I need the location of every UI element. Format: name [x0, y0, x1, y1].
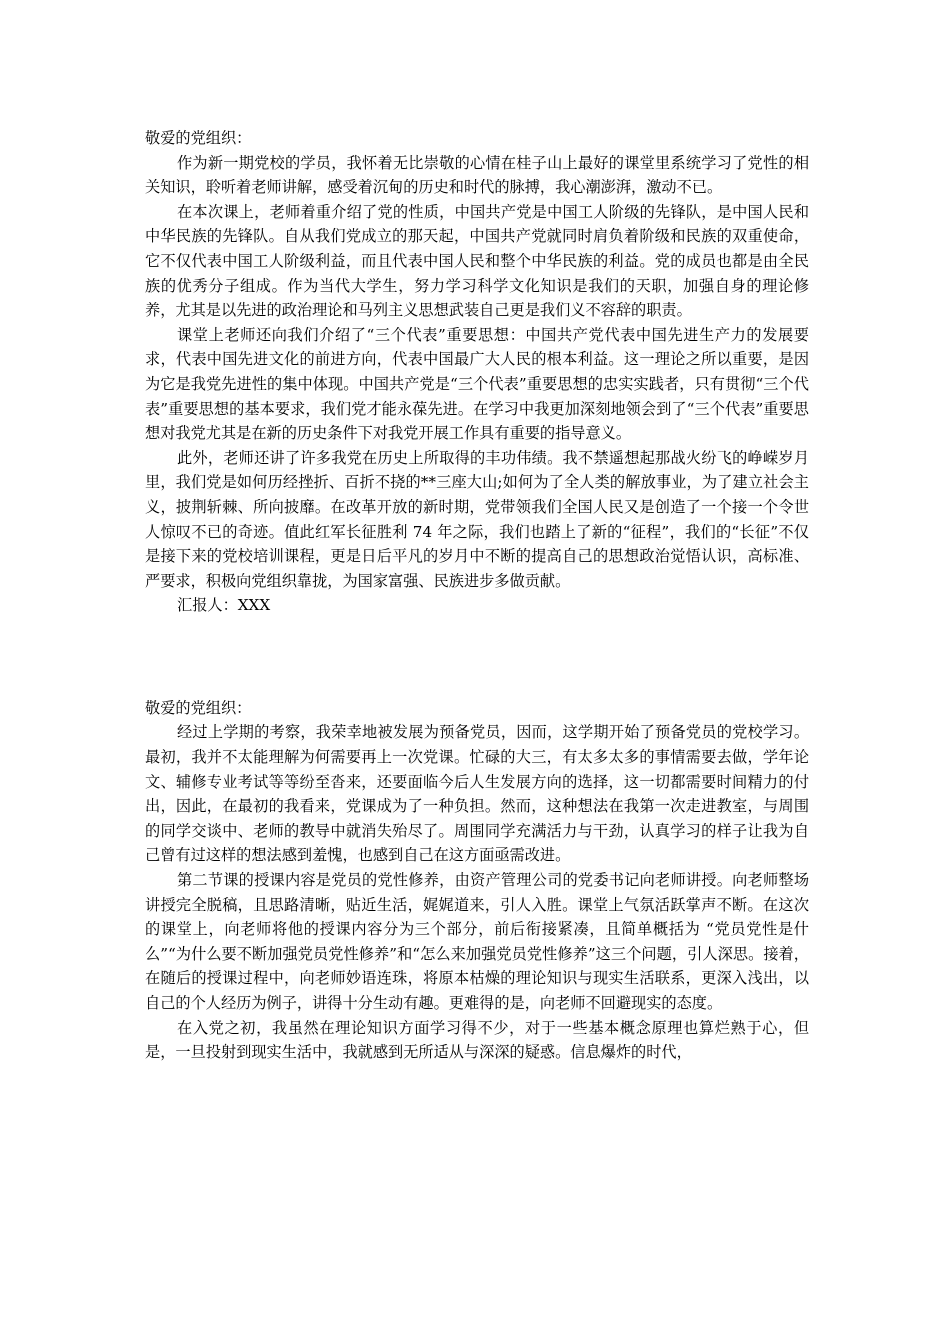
paragraph: 第二节课的授课内容是党员的党性修养，由资产管理公司的党委书记向老师讲授。向老师整场讲授完全脱稿，且思路清晰，贴近生活，娓娓道来，引人入胜。课堂上气氛活跃掌声不断。在这次的课堂上，向老师将他的授课内容分为三个部分，前后衔接紧凑，且简单概括为 “党员党性是什么”“为什么要不断加强党员党性修养”和“怎么来加强党员党性修养”这三个问题，引人深思。接着，在随后的授课过程中，向老师妙语连珠，将原本枯燥的理论知识与现实生活联系，更深入浅出，以自己的个人经历为例子，讲得十分生动有趣。更难得的是，向老师不回避现实的态度。 — [145, 871, 809, 1012]
report-letter-2 — [145, 696, 809, 1065]
document-page — [145, 126, 809, 1065]
salutation: 敬爱的党组织： — [145, 698, 252, 717]
paragraph: 此外，老师还讲了许多我党在历史上所取得的丰功伟绩。我不禁遥想起那战火纷飞的峥嵘岁月里，我们党是如何历经挫折、百折不挠的**三座大山;如何为了全人类的解放事业，为了建立社会主义，披荆斩棘、所向披靡。在改革开放的新时期，党带领我们全国人民又是创造了一个接一个令世人惊叹不已的奇迹。值此红军长征胜利 74 年之际，我们也踏上了新的“征程”，我们的“长征”不仅是接下来的党校培训课程，更是日后平凡的岁月中不断的提高自己的思想政治觉悟认识，高标准、严要求，积极向党组织靠拢，为国家富强、民族进步多做贡献。 — [145, 448, 809, 590]
paragraph: 在本次课上，老师着重介绍了党的性质，中国共产党是中国工人阶级的先锋队，是中国人民和中华民族的先锋队。自从我们党成立的那天起，中国共产党就同时肩负着阶级和民族的双重使命，它不仅代表中国工人阶级利益，而且代表中国人民和整个中华民族的利益。党的成员也都是由全民族的优秀分子组成。作为当代大学生，努力学习科学文化知识是我们的天职，加强自身的理论修养，尤其是以先进的政治理论和马列主义思想武装自己更是我们义不容辞的职责。 — [145, 202, 809, 320]
paragraph: 在入党之初，我虽然在理论知识方面学习得不少，对于一些基本概念原理也算烂熟于心，但是，一旦投射到现实生活中，我就感到无所适从与深深的疑惑。信息爆炸的时代， — [145, 1018, 809, 1062]
signature: 汇报人：XXX — [177, 596, 271, 615]
paragraph: 作为新一期党校的学员，我怀着无比崇敬的心情在桂子山上最好的课堂里系统学习了党性的相关知识，聆听着老师讲解，感受着沉甸的历史和时代的脉搏，我心潮澎湃，激动不已。 — [145, 153, 809, 197]
salutation: 敬爱的党组织： — [145, 129, 252, 147]
section-spacer — [145, 618, 809, 696]
paragraph: 经过上学期的考察，我荣幸地被发展为预备党员，因而，这学期开始了预备党员的党校学习。最初，我并不太能理解为何需要再上一次党课。忙碌的大三，有太多太多的事情需要去做，学年论文、辅修专业考试等等纷至沓来，还要面临今后人生发展方向的选择，这一切都需要时间精力的付出，因此，在最初的我看来，党课成为了一种负担。然而，这种想法在我第一次走进教室，与周围的同学交谈中、老师的教导中就消失殆尽了。周围同学充满活力与干劲，认真学习的样子让我为自己曾有过这样的想法感到羞愧，也感到自己在这方面亟需改进。 — [145, 723, 809, 865]
paragraph: 课堂上老师还向我们介绍了“三个代表”重要思想：中国共产党代表中国先进生产力的发展要求，代表中国先进文化的前进方向，代表中国最广大人民的根本利益。这一理论之所以重要，是因为它是我党先进性的集中体现。中国共产党是“三个代表”重要思想的忠实实践者，只有贯彻“三个代表”重要思想的基本要求，我们党才能永葆先进。在学习中我更加深刻地领会到了“三个代表”重要思想对我党尤其是在新的历史条件下对我党开展工作具有重要的指导意义。 — [145, 325, 809, 443]
report-letter-1 — [145, 126, 809, 618]
